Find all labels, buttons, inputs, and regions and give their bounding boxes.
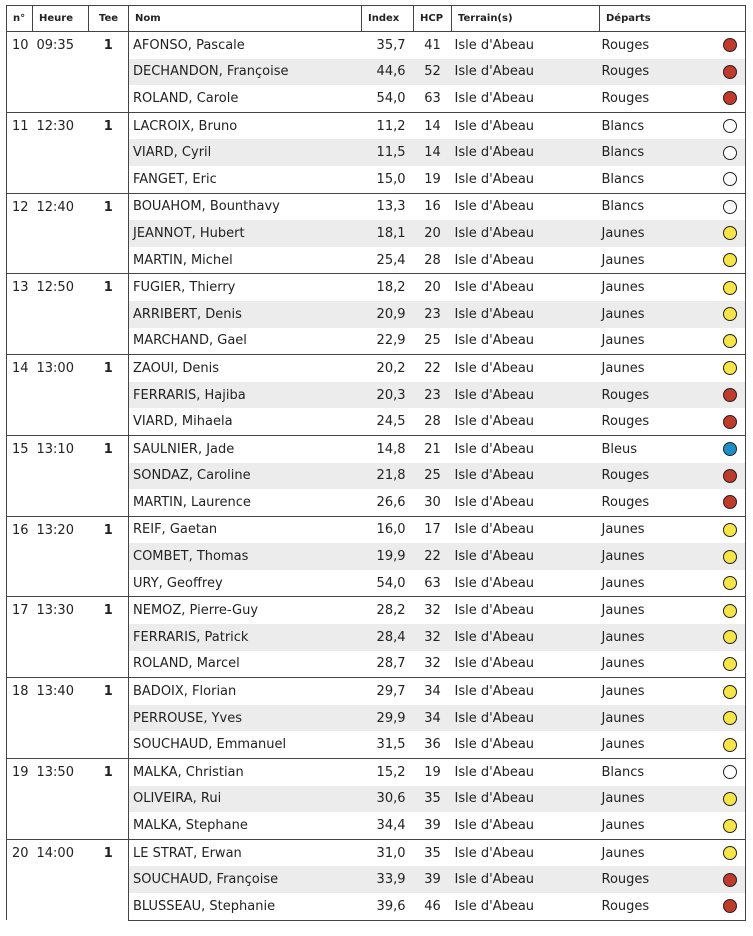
group-number: 18 bbox=[7, 678, 33, 759]
player-name: BOUAHOM, Bounthavy bbox=[129, 193, 362, 220]
player-hcp: 14 bbox=[414, 112, 452, 139]
player-index: 19,9 bbox=[362, 543, 414, 570]
table-row bbox=[7, 274, 746, 301]
player-hcp: 32 bbox=[414, 624, 452, 651]
player-hcp: 22 bbox=[414, 543, 452, 570]
tee-color-cell bbox=[716, 489, 746, 516]
player-start-tee: Rouges bbox=[600, 382, 716, 409]
player-index: 15,2 bbox=[362, 759, 414, 786]
tee-color-cell bbox=[716, 597, 746, 624]
yellow-tee-dot-icon bbox=[723, 738, 737, 752]
player-hcp: 16 bbox=[414, 193, 452, 220]
group-time: 09:35 bbox=[33, 32, 89, 113]
player-start-tee: Blancs bbox=[600, 759, 716, 786]
group-tee: 1 bbox=[89, 516, 129, 597]
group-tee: 1 bbox=[89, 597, 129, 678]
tee-color-cell bbox=[716, 355, 746, 382]
tee-color-cell bbox=[716, 893, 746, 920]
player-hcp: 25 bbox=[414, 328, 452, 355]
player-start-tee: Rouges bbox=[600, 489, 716, 516]
group-tee: 1 bbox=[89, 759, 129, 840]
player-course: Isle d'Abeau bbox=[452, 59, 600, 86]
group-number: 14 bbox=[7, 355, 33, 436]
start-list-sheet bbox=[6, 5, 745, 921]
group-tee: 1 bbox=[89, 435, 129, 516]
player-start-tee: Jaunes bbox=[600, 543, 716, 570]
player-start-tee: Jaunes bbox=[600, 274, 716, 301]
player-name: ROLAND, Marcel bbox=[129, 651, 362, 678]
tee-color-cell bbox=[716, 220, 746, 247]
player-index: 16,0 bbox=[362, 516, 414, 543]
player-name: AFONSO, Pascale bbox=[129, 32, 362, 59]
player-index: 31,5 bbox=[362, 731, 414, 758]
player-name: SOUCHAUD, Emmanuel bbox=[129, 731, 362, 758]
table-row bbox=[7, 516, 746, 543]
tee-color-cell bbox=[716, 85, 746, 112]
player-hcp: 39 bbox=[414, 812, 452, 839]
group-time: 12:30 bbox=[33, 112, 89, 193]
player-start-tee: Rouges bbox=[600, 408, 716, 435]
group-tee: 1 bbox=[89, 193, 129, 274]
player-start-tee: Jaunes bbox=[600, 678, 716, 705]
tee-color-cell bbox=[716, 274, 746, 301]
header-start: Départs bbox=[600, 6, 746, 32]
player-start-tee: Rouges bbox=[600, 463, 716, 490]
player-index: 31,0 bbox=[362, 839, 414, 866]
player-index: 14,8 bbox=[362, 435, 414, 462]
tee-color-cell bbox=[716, 839, 746, 866]
group-time: 13:20 bbox=[33, 516, 89, 597]
player-hcp: 22 bbox=[414, 355, 452, 382]
group-tee: 1 bbox=[89, 274, 129, 355]
player-index: 24,5 bbox=[362, 408, 414, 435]
white-tee-dot-icon bbox=[723, 119, 737, 133]
yellow-tee-dot-icon bbox=[723, 226, 737, 240]
player-start-tee: Jaunes bbox=[600, 651, 716, 678]
player-hcp: 20 bbox=[414, 274, 452, 301]
player-hcp: 36 bbox=[414, 731, 452, 758]
player-course: Isle d'Abeau bbox=[452, 705, 600, 732]
table-row bbox=[7, 597, 746, 624]
yellow-tee-dot-icon bbox=[723, 361, 737, 375]
group-number: 19 bbox=[7, 759, 33, 840]
tee-color-cell bbox=[716, 678, 746, 705]
player-name: FUGIER, Thierry bbox=[129, 274, 362, 301]
group-time: 13:30 bbox=[33, 597, 89, 678]
yellow-tee-dot-icon bbox=[723, 846, 737, 860]
red-tee-dot-icon bbox=[723, 415, 737, 429]
yellow-tee-dot-icon bbox=[723, 630, 737, 644]
player-name: FANGET, Eric bbox=[129, 166, 362, 193]
table-row bbox=[7, 32, 746, 59]
tee-color-cell bbox=[716, 139, 746, 166]
yellow-tee-dot-icon bbox=[723, 576, 737, 590]
yellow-tee-dot-icon bbox=[723, 657, 737, 671]
yellow-tee-dot-icon bbox=[723, 550, 737, 564]
yellow-tee-dot-icon bbox=[723, 523, 737, 537]
player-index: 18,2 bbox=[362, 274, 414, 301]
player-index: 35,7 bbox=[362, 32, 414, 59]
group-number: 10 bbox=[7, 32, 33, 113]
player-name: COMBET, Thomas bbox=[129, 543, 362, 570]
yellow-tee-dot-icon bbox=[723, 604, 737, 618]
player-course: Isle d'Abeau bbox=[452, 731, 600, 758]
player-hcp: 28 bbox=[414, 408, 452, 435]
player-index: 20,9 bbox=[362, 301, 414, 328]
tee-color-cell bbox=[716, 328, 746, 355]
group-time: 12:50 bbox=[33, 274, 89, 355]
table-body bbox=[7, 32, 746, 921]
yellow-tee-dot-icon bbox=[723, 711, 737, 725]
player-name: LE STRAT, Erwan bbox=[129, 839, 362, 866]
player-start-tee: Jaunes bbox=[600, 301, 716, 328]
player-start-tee: Rouges bbox=[600, 32, 716, 59]
tee-color-cell bbox=[716, 59, 746, 86]
tee-color-cell bbox=[716, 543, 746, 570]
player-index: 25,4 bbox=[362, 247, 414, 274]
player-hcp: 63 bbox=[414, 570, 452, 597]
player-hcp: 23 bbox=[414, 301, 452, 328]
player-start-tee: Jaunes bbox=[600, 247, 716, 274]
player-hcp: 32 bbox=[414, 597, 452, 624]
player-start-tee: Blancs bbox=[600, 112, 716, 139]
red-tee-dot-icon bbox=[723, 91, 737, 105]
blue-tee-dot-icon bbox=[723, 442, 737, 456]
player-index: 30,6 bbox=[362, 786, 414, 813]
player-hcp: 34 bbox=[414, 678, 452, 705]
player-start-tee: Jaunes bbox=[600, 705, 716, 732]
player-name: ARRIBERT, Denis bbox=[129, 301, 362, 328]
player-start-tee: Jaunes bbox=[600, 328, 716, 355]
group-number: 13 bbox=[7, 274, 33, 355]
player-index: 54,0 bbox=[362, 85, 414, 112]
yellow-tee-dot-icon bbox=[723, 792, 737, 806]
table-header bbox=[7, 6, 746, 32]
red-tee-dot-icon bbox=[723, 469, 737, 483]
tee-color-cell bbox=[716, 624, 746, 651]
player-index: 22,9 bbox=[362, 328, 414, 355]
group-tee: 1 bbox=[89, 839, 129, 920]
player-course: Isle d'Abeau bbox=[452, 112, 600, 139]
table-row bbox=[7, 839, 746, 866]
player-start-tee: Blancs bbox=[600, 166, 716, 193]
red-tee-dot-icon bbox=[723, 899, 737, 913]
player-name: MALKA, Christian bbox=[129, 759, 362, 786]
player-course: Isle d'Abeau bbox=[452, 786, 600, 813]
white-tee-dot-icon bbox=[723, 765, 737, 779]
player-name: SONDAZ, Caroline bbox=[129, 463, 362, 490]
player-hcp: 35 bbox=[414, 839, 452, 866]
player-start-tee: Jaunes bbox=[600, 731, 716, 758]
player-course: Isle d'Abeau bbox=[452, 624, 600, 651]
player-start-tee: Rouges bbox=[600, 85, 716, 112]
player-course: Isle d'Abeau bbox=[452, 893, 600, 920]
player-start-tee: Jaunes bbox=[600, 516, 716, 543]
player-course: Isle d'Abeau bbox=[452, 839, 600, 866]
red-tee-dot-icon bbox=[723, 388, 737, 402]
tee-color-cell bbox=[716, 193, 746, 220]
player-hcp: 41 bbox=[414, 32, 452, 59]
player-start-tee: Jaunes bbox=[600, 570, 716, 597]
header-num: n° bbox=[7, 6, 33, 32]
player-name: MALKA, Stephane bbox=[129, 812, 362, 839]
player-name: ROLAND, Carole bbox=[129, 85, 362, 112]
tee-color-cell bbox=[716, 463, 746, 490]
player-name: FERRARIS, Hajiba bbox=[129, 382, 362, 409]
tee-color-cell bbox=[716, 786, 746, 813]
player-index: 54,0 bbox=[362, 570, 414, 597]
tee-color-cell bbox=[716, 408, 746, 435]
player-hcp: 17 bbox=[414, 516, 452, 543]
player-index: 29,7 bbox=[362, 678, 414, 705]
white-tee-dot-icon bbox=[723, 172, 737, 186]
yellow-tee-dot-icon bbox=[723, 819, 737, 833]
player-name: ZAOUI, Denis bbox=[129, 355, 362, 382]
player-start-tee: Rouges bbox=[600, 59, 716, 86]
player-start-tee: Jaunes bbox=[600, 839, 716, 866]
player-start-tee: Jaunes bbox=[600, 220, 716, 247]
header-course: Terrain(s) bbox=[452, 6, 600, 32]
player-start-tee: Blancs bbox=[600, 193, 716, 220]
group-number: 15 bbox=[7, 435, 33, 516]
yellow-tee-dot-icon bbox=[723, 253, 737, 267]
header-index: Index bbox=[362, 6, 414, 32]
table-row bbox=[7, 193, 746, 220]
player-start-tee: Bleus bbox=[600, 435, 716, 462]
tee-color-cell bbox=[716, 166, 746, 193]
header-hcp: HCP bbox=[414, 6, 452, 32]
player-course: Isle d'Abeau bbox=[452, 220, 600, 247]
table-row bbox=[7, 678, 746, 705]
player-course: Isle d'Abeau bbox=[452, 678, 600, 705]
table-row bbox=[7, 355, 746, 382]
tee-color-cell bbox=[716, 731, 746, 758]
player-name: FERRARIS, Patrick bbox=[129, 624, 362, 651]
group-number: 20 bbox=[7, 839, 33, 920]
player-hcp: 39 bbox=[414, 866, 452, 893]
white-tee-dot-icon bbox=[723, 146, 737, 160]
group-tee: 1 bbox=[89, 32, 129, 113]
player-name: BLUSSEAU, Stephanie bbox=[129, 893, 362, 920]
player-course: Isle d'Abeau bbox=[452, 435, 600, 462]
player-name: NEMOZ, Pierre-Guy bbox=[129, 597, 362, 624]
player-start-tee: Rouges bbox=[600, 893, 716, 920]
yellow-tee-dot-icon bbox=[723, 685, 737, 699]
player-hcp: 34 bbox=[414, 705, 452, 732]
player-index: 28,2 bbox=[362, 597, 414, 624]
player-name: SAULNIER, Jade bbox=[129, 435, 362, 462]
player-start-tee: Jaunes bbox=[600, 786, 716, 813]
player-course: Isle d'Abeau bbox=[452, 274, 600, 301]
player-course: Isle d'Abeau bbox=[452, 166, 600, 193]
player-course: Isle d'Abeau bbox=[452, 489, 600, 516]
player-course: Isle d'Abeau bbox=[452, 328, 600, 355]
white-tee-dot-icon bbox=[723, 200, 737, 214]
player-index: 44,6 bbox=[362, 59, 414, 86]
tee-color-cell bbox=[716, 516, 746, 543]
player-index: 13,3 bbox=[362, 193, 414, 220]
player-hcp: 35 bbox=[414, 786, 452, 813]
player-index: 18,1 bbox=[362, 220, 414, 247]
player-start-tee: Rouges bbox=[600, 866, 716, 893]
group-tee: 1 bbox=[89, 678, 129, 759]
player-start-tee: Blancs bbox=[600, 139, 716, 166]
player-index: 34,4 bbox=[362, 812, 414, 839]
header-name: Nom bbox=[129, 6, 362, 32]
red-tee-dot-icon bbox=[723, 495, 737, 509]
tee-color-cell bbox=[716, 866, 746, 893]
player-hcp: 52 bbox=[414, 59, 452, 86]
player-course: Isle d'Abeau bbox=[452, 408, 600, 435]
player-name: OLIVEIRA, Rui bbox=[129, 786, 362, 813]
player-hcp: 63 bbox=[414, 85, 452, 112]
player-name: MARTIN, Michel bbox=[129, 247, 362, 274]
player-course: Isle d'Abeau bbox=[452, 866, 600, 893]
player-course: Isle d'Abeau bbox=[452, 759, 600, 786]
player-start-tee: Jaunes bbox=[600, 812, 716, 839]
player-name: VIARD, Mihaela bbox=[129, 408, 362, 435]
tee-times-table bbox=[6, 5, 746, 921]
player-index: 29,9 bbox=[362, 705, 414, 732]
red-tee-dot-icon bbox=[723, 38, 737, 52]
red-tee-dot-icon bbox=[723, 65, 737, 79]
group-time: 13:50 bbox=[33, 759, 89, 840]
player-course: Isle d'Abeau bbox=[452, 85, 600, 112]
group-time: 14:00 bbox=[33, 839, 89, 920]
player-hcp: 19 bbox=[414, 759, 452, 786]
header-time: Heure bbox=[33, 6, 89, 32]
table-row bbox=[7, 112, 746, 139]
player-index: 20,2 bbox=[362, 355, 414, 382]
player-course: Isle d'Abeau bbox=[452, 463, 600, 490]
player-name: MARCHAND, Gael bbox=[129, 328, 362, 355]
group-time: 13:10 bbox=[33, 435, 89, 516]
header-tee: Tee bbox=[89, 6, 129, 32]
player-course: Isle d'Abeau bbox=[452, 355, 600, 382]
player-course: Isle d'Abeau bbox=[452, 597, 600, 624]
player-name: DECHANDON, Françoise bbox=[129, 59, 362, 86]
player-hcp: 28 bbox=[414, 247, 452, 274]
player-hcp: 19 bbox=[414, 166, 452, 193]
group-number: 17 bbox=[7, 597, 33, 678]
player-course: Isle d'Abeau bbox=[452, 382, 600, 409]
player-index: 26,6 bbox=[362, 489, 414, 516]
red-tee-dot-icon bbox=[723, 873, 737, 887]
yellow-tee-dot-icon bbox=[723, 307, 737, 321]
player-index: 33,9 bbox=[362, 866, 414, 893]
player-name: SOUCHAUD, Françoise bbox=[129, 866, 362, 893]
player-course: Isle d'Abeau bbox=[452, 543, 600, 570]
yellow-tee-dot-icon bbox=[723, 281, 737, 295]
player-hcp: 46 bbox=[414, 893, 452, 920]
player-course: Isle d'Abeau bbox=[452, 301, 600, 328]
player-index: 39,6 bbox=[362, 893, 414, 920]
player-course: Isle d'Abeau bbox=[452, 812, 600, 839]
player-course: Isle d'Abeau bbox=[452, 570, 600, 597]
player-hcp: 32 bbox=[414, 651, 452, 678]
tee-color-cell bbox=[716, 247, 746, 274]
player-course: Isle d'Abeau bbox=[452, 139, 600, 166]
table-row bbox=[7, 759, 746, 786]
group-time: 13:40 bbox=[33, 678, 89, 759]
player-index: 15,0 bbox=[362, 166, 414, 193]
player-name: LACROIX, Bruno bbox=[129, 112, 362, 139]
group-time: 13:00 bbox=[33, 355, 89, 436]
player-name: REIF, Gaetan bbox=[129, 516, 362, 543]
player-name: JEANNOT, Hubert bbox=[129, 220, 362, 247]
player-index: 28,4 bbox=[362, 624, 414, 651]
player-name: URY, Geoffrey bbox=[129, 570, 362, 597]
player-index: 20,3 bbox=[362, 382, 414, 409]
player-index: 11,5 bbox=[362, 139, 414, 166]
tee-color-cell bbox=[716, 570, 746, 597]
player-hcp: 21 bbox=[414, 435, 452, 462]
player-name: BADOIX, Florian bbox=[129, 678, 362, 705]
player-index: 28,7 bbox=[362, 651, 414, 678]
tee-color-cell bbox=[716, 301, 746, 328]
player-name: PERROUSE, Yves bbox=[129, 705, 362, 732]
player-index: 21,8 bbox=[362, 463, 414, 490]
tee-color-cell bbox=[716, 112, 746, 139]
player-index: 11,2 bbox=[362, 112, 414, 139]
player-start-tee: Jaunes bbox=[600, 597, 716, 624]
group-number: 12 bbox=[7, 193, 33, 274]
group-time: 12:40 bbox=[33, 193, 89, 274]
tee-color-cell bbox=[716, 705, 746, 732]
table-row bbox=[7, 435, 746, 462]
player-hcp: 25 bbox=[414, 463, 452, 490]
player-hcp: 23 bbox=[414, 382, 452, 409]
tee-color-cell bbox=[716, 32, 746, 59]
player-start-tee: Jaunes bbox=[600, 624, 716, 651]
player-hcp: 14 bbox=[414, 139, 452, 166]
player-name: VIARD, Cyril bbox=[129, 139, 362, 166]
tee-color-cell bbox=[716, 812, 746, 839]
player-course: Isle d'Abeau bbox=[452, 651, 600, 678]
player-start-tee: Jaunes bbox=[600, 355, 716, 382]
group-tee: 1 bbox=[89, 355, 129, 436]
player-course: Isle d'Abeau bbox=[452, 247, 600, 274]
tee-color-cell bbox=[716, 435, 746, 462]
player-course: Isle d'Abeau bbox=[452, 32, 600, 59]
group-tee: 1 bbox=[89, 112, 129, 193]
player-course: Isle d'Abeau bbox=[452, 516, 600, 543]
tee-color-cell bbox=[716, 651, 746, 678]
player-hcp: 30 bbox=[414, 489, 452, 516]
group-number: 11 bbox=[7, 112, 33, 193]
tee-color-cell bbox=[716, 382, 746, 409]
tee-color-cell bbox=[716, 759, 746, 786]
player-name: MARTIN, Laurence bbox=[129, 489, 362, 516]
yellow-tee-dot-icon bbox=[723, 334, 737, 348]
player-course: Isle d'Abeau bbox=[452, 193, 600, 220]
group-number: 16 bbox=[7, 516, 33, 597]
player-hcp: 20 bbox=[414, 220, 452, 247]
